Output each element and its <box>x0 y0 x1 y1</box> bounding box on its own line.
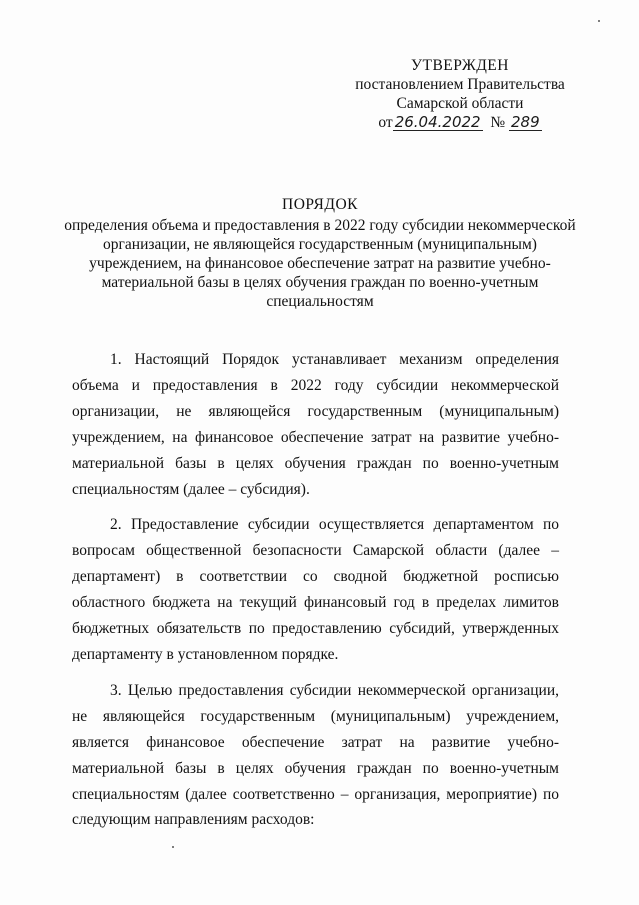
approval-line-1: постановлением Правительства <box>355 76 565 93</box>
scan-speck <box>172 846 174 848</box>
approval-stamp <box>330 56 590 132</box>
approval-line-2: Самарской области <box>396 95 524 112</box>
handwritten-date: 26.04.2022 <box>394 113 481 131</box>
approved-label: УТВЕРЖДЕН <box>411 57 509 74</box>
paragraph-1: 1. Настоящий Порядок устанавливает механизм определения объема и предоставления в 2022 году субсидии некоммерческой организации, не являющейся государственным (муниципальным) учреждением, на финансовое обеспечение затрат на развитие учебно-материальной базы в целях обучения граждан по военно-учетным специальностям (далее – субсидия). <box>72 351 559 498</box>
scan-speck <box>598 20 600 22</box>
number-prefix: № <box>490 114 506 131</box>
approval-dateline <box>330 113 590 132</box>
document-body <box>72 347 559 843</box>
handwritten-number: 289 <box>511 113 540 131</box>
title-subtitle: определения объема и предоставления в 2022 году субсидии некоммерческой организации, не являющейся государственным (муниципальным) учреждением, на финансовое обеспечение затрат на развитие учебно-материальной базы в целях обучения граждан по военно-учетным специальностям <box>64 217 576 310</box>
paragraph-3: 3. Целью предоставления субсидии некоммерческой организации, не являющейся государственным (муниципальным) учреждением, является финансовое обеспечение затрат на развитие учебно-материальной базы в целях обучения граждан по военно-учетным специальностям (далее соответственно – организация, мероприятие) по следующим направлениям расходов: <box>72 681 559 829</box>
paragraph-2: 2. Предоставление субсидии осуществляется департаментом по вопросам общественной безопасности Самарской области (далее – департамент) в соответствии со сводной бюджетной росписью областного бюджета на текущий финансовый год в пределах лимитов бюджетных обязательств по предоставлению субсидий, утвержденных департаменту в установленном порядке. <box>72 516 559 663</box>
title-heading: ПОРЯДОК <box>282 196 358 213</box>
document-title <box>60 195 580 311</box>
date-prefix: от <box>378 114 393 131</box>
